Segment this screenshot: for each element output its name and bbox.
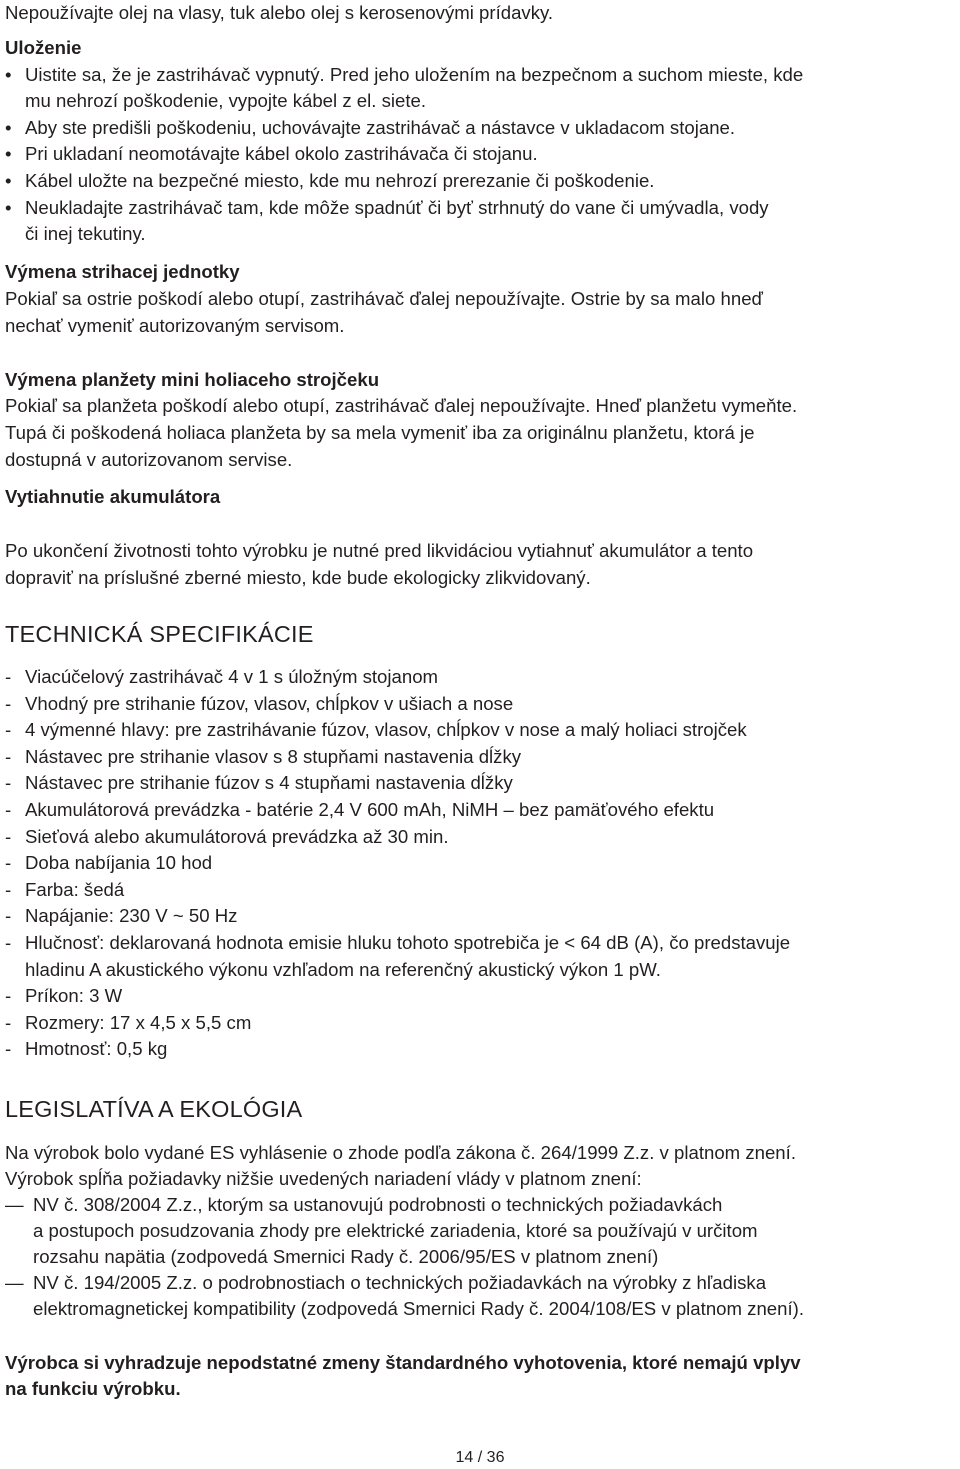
- notice-line-2: na funkciu výrobku.: [5, 1378, 181, 1399]
- foil-line-3: dostupná v autorizovanom servise.: [5, 449, 293, 470]
- dash-icon: -: [5, 772, 12, 794]
- foil-heading: Výmena planžety mini holiaceho strojčeku: [5, 369, 380, 390]
- spec-item-10: Napájanie: 230 V ~ 50 Hz: [25, 905, 238, 927]
- spec-item-3: 4 výmenné hlavy: pre zastrihávanie fúzov, vlasov, chĺpkov v nose a malý holiaci strojček: [25, 719, 747, 741]
- dash-icon: -: [5, 692, 12, 714]
- spec-item-14: Hmotnosť: 0,5 kg: [25, 1038, 168, 1060]
- legal-line-2: Výrobok spĺňa požiadavky nižšie uvedených nariadení vlády v platnom znení:: [5, 1168, 642, 1189]
- dash-icon: -: [5, 1038, 12, 1060]
- foil-line-1: Pokiaľ sa planžeta poškodí alebo otupí, zastrihávač ďalej nepoužívajte. Hneď planžetu vymeňte.: [5, 395, 798, 416]
- blade-line-1: Pokiaľ sa ostrie poškodí alebo otupí, zastrihávač ďalej nepoužívajte. Ostrie by sa malo hneď: [5, 288, 763, 309]
- spec-item-8: Doba nabíjania 10 hod: [25, 852, 213, 874]
- dash-icon: -: [5, 878, 12, 900]
- storage-heading: Uloženie: [5, 37, 82, 58]
- storage-item-2: Aby ste predišli poškodeniu, uchovávajte zastrihávač a nástavce v ukladacom stojane.: [25, 117, 736, 138]
- dash-icon: -: [5, 852, 12, 874]
- dash-icon: -: [5, 666, 12, 687]
- bullet-icon: •: [5, 197, 12, 218]
- intro-line: Nepoužívajte olej na vlasy, tuk alebo olej s kerosenovými prídavky.: [5, 2, 554, 23]
- battery-heading: Vytiahnutie akumulátora: [5, 486, 221, 507]
- dash-icon: -: [5, 905, 12, 927]
- bullet-icon: •: [5, 143, 12, 164]
- storage-item-1-line-2: mu nehrozí poškodenie, vypojte kábel z el. siete.: [25, 90, 427, 111]
- dash-icon: -: [5, 745, 12, 767]
- em-dash-icon: —: [5, 1194, 24, 1215]
- spec-item-11-line-1: Hlučnosť: deklarovaná hodnota emisie hluku tohoto spotrebiča je < 64 dB (A), čo predstavuje: [25, 932, 791, 953]
- bullet-icon: •: [5, 64, 12, 85]
- storage-item-3: Pri ukladaní neomotávajte kábel okolo zastrihávača či stojanu.: [25, 143, 538, 164]
- battery-line-1: Po ukončení životnosti tohto výrobku je nutné pred likvidáciou vytiahnuť akumulátor a tento: [5, 540, 754, 561]
- regulation-2-line-2: elektromagnetickej kompatibility (zodpovedá Smernici Rady č. 2004/108/ES v platnom znení).: [33, 1298, 804, 1319]
- legal-heading: LEGISLATÍVA A EKOLÓGIA: [5, 1096, 303, 1122]
- dash-icon: -: [5, 799, 12, 820]
- page-total: 36: [486, 1449, 505, 1466]
- spec-item-12: Príkon: 3 W: [25, 985, 123, 1007]
- legal-line-1: Na výrobok bolo vydané ES vyhlásenie o zhode podľa zákona č. 264/1999 Z.z. v platnom znení.: [5, 1142, 796, 1163]
- foil-line-2: Tupá či poškodená holiaca planžeta by sa mela vymeniť iba za originálnu planžetu, ktorá je: [5, 422, 755, 443]
- spec-item-6: Akumulátorová prevádzka - batérie 2,4 V 600 mAh, NiMH – bez pamäťového efektu: [25, 799, 715, 820]
- spec-item-1: Viacúčelový zastrihávač 4 v 1 s úložným stojanom: [25, 666, 439, 687]
- spec-item-5: Nástavec pre strihanie fúzov s 4 stupňami nastavenia dĺžky: [25, 772, 513, 794]
- spec-heading: TECHNICKÁ SPECIFIKÁCIE: [5, 621, 314, 647]
- page-separator: /: [473, 1449, 487, 1466]
- regulation-2-line-1: NV č. 194/2005 Z.z. o podrobnostiach o technických požiadavkách na výrobky z hľadiska: [33, 1272, 767, 1293]
- spec-item-2: Vhodný pre strihanie fúzov, vlasov, chĺpkov v ušiach a nose: [25, 692, 514, 714]
- em-dash-icon: —: [5, 1272, 24, 1293]
- notice-line-1: Výrobca si vyhradzuje nepodstatné zmeny štandardného vyhotovenia, ktoré nemajú vplyv: [5, 1352, 801, 1373]
- bullet-icon: •: [5, 170, 12, 191]
- page-number: [0, 1447, 960, 1469]
- storage-item-4: Kábel uložte na bezpečné miesto, kde mu nehrozí prerezanie či poškodenie.: [25, 170, 655, 191]
- spec-item-7: Sieťová alebo akumulátorová prevádzka až 30 min.: [25, 825, 449, 847]
- regulation-1-line-1: NV č. 308/2004 Z.z., ktorým sa ustanovujú podrobnosti o technických požiadavkách: [33, 1194, 723, 1215]
- storage-item-1-line-1: Uistite sa, že je zastrihávač vypnutý. Pred jeho uložením na bezpečnom a suchom mieste, kde: [25, 64, 804, 85]
- bullet-icon: •: [5, 117, 12, 138]
- spec-item-13: Rozmery: 17 x 4,5 x 5,5 cm: [25, 1011, 252, 1033]
- regulation-1-line-2: a postupoch posudzovania zhody pre elektrické zariadenia, ktoré sa používajú v určitom: [33, 1220, 758, 1241]
- page-current: 14: [455, 1449, 474, 1466]
- battery-line-2: dopraviť na príslušné zberné miesto, kde bude ekologicky zlikvidovaný.: [5, 567, 591, 588]
- blade-line-2: nechať vymeniť autorizovaným servisom.: [5, 315, 345, 336]
- dash-icon: -: [5, 1011, 12, 1033]
- storage-item-5-line-2: či inej tekutiny.: [25, 223, 146, 244]
- spec-item-9: Farba: šedá: [25, 878, 125, 900]
- dash-icon: -: [5, 719, 12, 741]
- dash-icon: -: [5, 825, 12, 847]
- spec-item-11-line-2: hladinu A akustického výkonu vzhľadom na referenčný akustický výkon 1 pW.: [25, 958, 661, 980]
- spec-item-4: Nástavec pre strihanie vlasov s 8 stupňami nastavenia dĺžky: [25, 745, 522, 767]
- regulation-1-line-3: rozsahu napätia (zodpovedá Smernici Rady č. 2006/95/ES v platnom znení): [33, 1246, 659, 1267]
- dash-icon: -: [5, 985, 12, 1007]
- storage-item-5-line-1: Neukladajte zastrihávač tam, kde môže spadnúť či byť strhnutý do vane či umývadla, vody: [25, 197, 769, 218]
- blade-heading: Výmena strihacej jednotky: [5, 261, 240, 282]
- dash-icon: -: [5, 932, 12, 953]
